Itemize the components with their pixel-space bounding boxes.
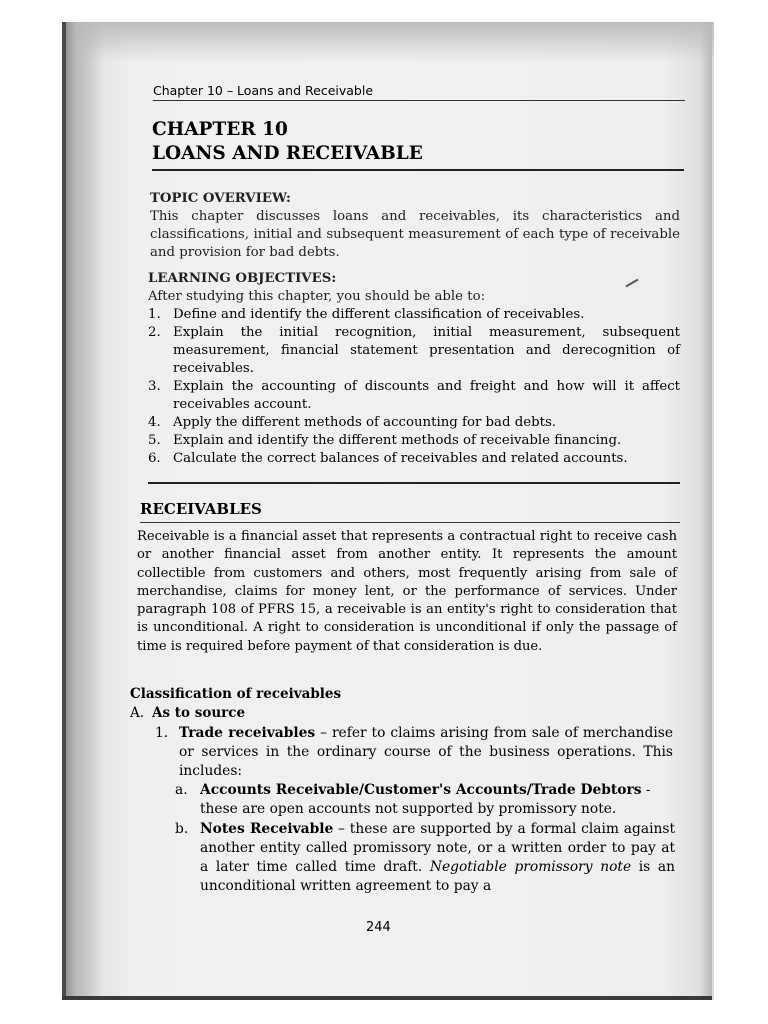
- notes-receivable-item: b. Notes Receivable – these are supported by a formal claim against another entity called promissory note, or a written order to pay at a later time called time draft. Negotiable promissory note is an unconditional written agreement to pay a: [175, 821, 675, 894]
- topic-overview-body: This chapter discusses loans and receivables, its characteristics and classifications, initial and subsequent measurement of each type of receivable and provision for bad debts.: [150, 209, 680, 260]
- page-right-edge: [700, 22, 712, 1000]
- objective-item: 2. Explain the initial recognition, initial measurement, subsequent measurement, financial statement presentation and derecognition of receivables.: [148, 325, 680, 376]
- page-number: 244: [366, 920, 391, 935]
- negotiable-note-term: Negotiable promissory note: [429, 859, 632, 875]
- page-left-edge: [62, 22, 66, 1000]
- objective-item: 6. Calculate the correct balances of receivables and related accounts.: [148, 451, 628, 466]
- trade-receivables-term: Trade receivables: [179, 725, 316, 741]
- accounts-receivable-term: Accounts Receivable/Customer's Accounts/Trade Debtors: [200, 782, 642, 798]
- chapter-title: [152, 118, 684, 171]
- source-label: A.: [130, 705, 145, 721]
- topic-overview-section: [150, 190, 680, 262]
- trade-receivables-item: 1. Trade receivables – refer to claims arising from sale of merchandise or services in the ordinary course of the business operations. This includes:: [155, 725, 673, 779]
- accounts-receivable-item: a. Accounts Receivable/Customer's Accounts/Trade Debtors - these are open accounts not supported by promissory note.: [175, 781, 675, 819]
- objective-item: 4. Apply the different methods of accounting for bad debts.: [148, 415, 556, 430]
- source-heading: As to source: [152, 705, 246, 721]
- section-divider: [148, 482, 680, 484]
- topic-overview-heading: TOPIC OVERVIEW:: [150, 191, 291, 206]
- accounts-receivable-text: Accounts Receivable/Customer's Accounts/Trade Debtors - these are open accounts not supported by promissory note.: [200, 782, 651, 817]
- trade-receivables-text: Trade receivables – refer to claims arising from sale of merchandise or services in the ordinary course of the business operations. This includes:: [179, 725, 673, 779]
- source-subheading: [130, 705, 245, 721]
- classification-heading: Classification of receivables: [130, 686, 342, 702]
- chapter-number: CHAPTER 10: [152, 119, 288, 140]
- learning-objectives-intro: After studying this chapter, you should be able to:: [148, 289, 486, 304]
- receivables-heading: RECEIVABLES: [140, 500, 680, 523]
- learning-objectives-header: [148, 270, 678, 306]
- notes-receivable-term: Notes Receivable: [200, 821, 334, 837]
- learning-objectives-list: [148, 306, 680, 468]
- page-top-shadow: [64, 22, 714, 62]
- objective-item: 5. Explain and identify the different methods of receivable financing.: [148, 433, 622, 448]
- learning-objectives-heading: LEARNING OBJECTIVES:: [148, 271, 337, 286]
- notes-receivable-text: Notes Receivable – these are supported by a formal claim against another entity called promissory note, or a written order to pay at a later time called time draft. Negotiable promissory note is an unconditional written agreement to pay a: [200, 821, 675, 894]
- running-head: Chapter 10 – Loans and Receivable: [153, 83, 685, 101]
- objective-item: 1. Define and identify the different classification of receivables.: [148, 307, 585, 322]
- chapter-name: LOANS AND RECEIVABLE: [152, 143, 423, 164]
- page-bottom-edge: [62, 996, 712, 1000]
- receivables-body: Receivable is a financial asset that represents a contractual right to receive cash or another financial asset from another entity. It represents the amount collectible from customers and others, most frequently arising from sale of merchandise, claims for money lent, or the performance of services. Under paragraph 108 of PFRS 15, a receivable is an entity's right to consideration that is unconditional. A right to consideration is unconditional if only the passage of time is required before payment of that consideration is due.: [137, 529, 677, 654]
- book-spine-shadow: [64, 22, 104, 1000]
- objective-item: 3. Explain the accounting of discounts and freight and how will it affect receivables account.: [148, 379, 680, 412]
